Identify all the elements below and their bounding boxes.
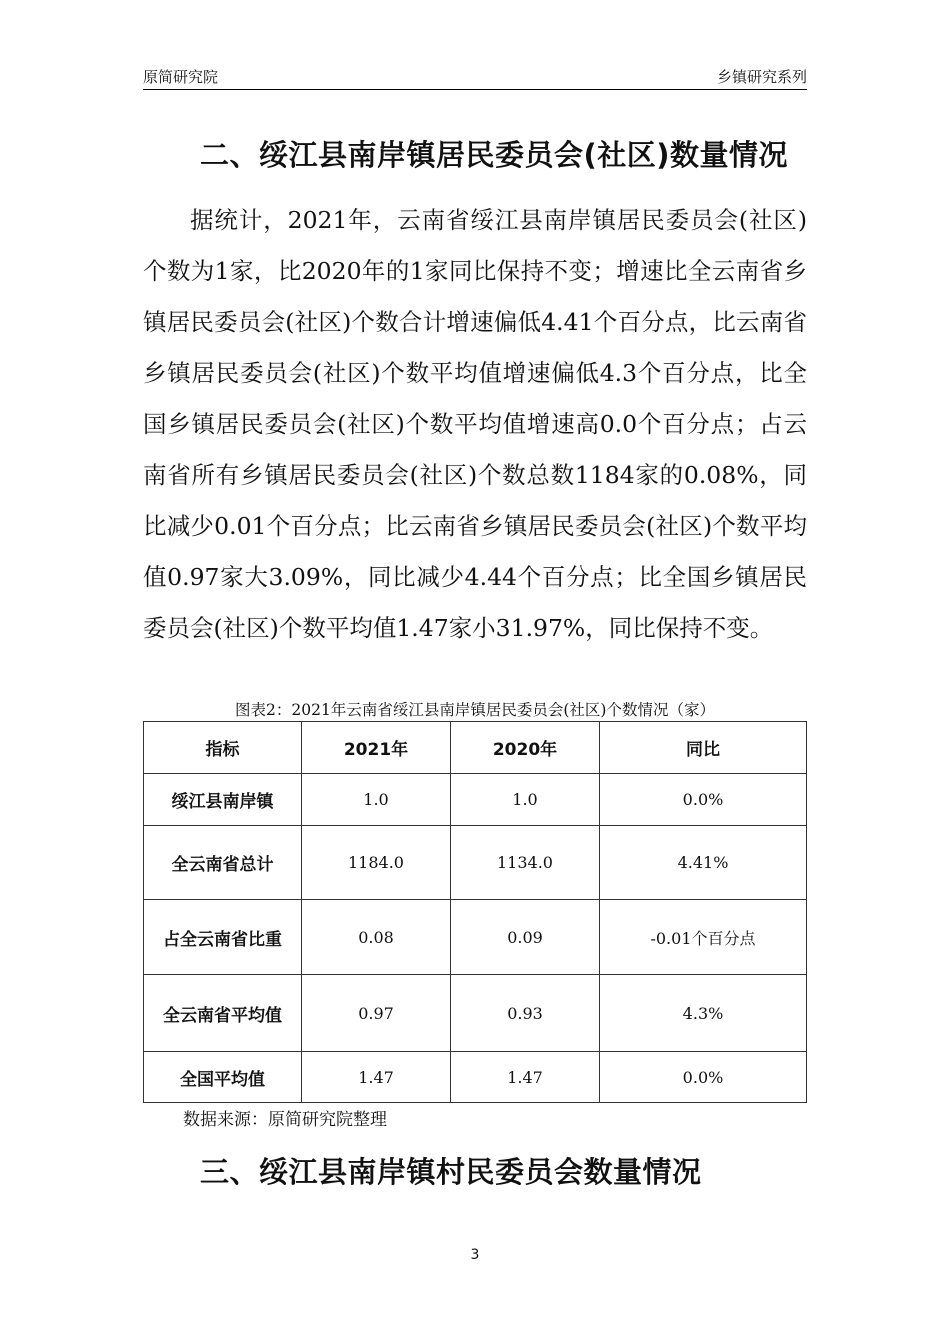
table-row xyxy=(144,826,807,900)
cell-yoy: 0.0% xyxy=(600,1052,807,1103)
data-table xyxy=(143,721,807,1103)
row-label: 全云南省平均值 xyxy=(144,975,302,1052)
cell-2020: 1.47 xyxy=(451,1052,600,1103)
row-label: 全国平均值 xyxy=(144,1052,302,1103)
cell-yoy: 4.3% xyxy=(600,975,807,1052)
cell-yoy: 4.41% xyxy=(600,826,807,900)
table-header-row xyxy=(144,722,807,774)
cell-2021: 1.47 xyxy=(302,1052,451,1103)
header-divider xyxy=(143,89,807,90)
cell-2020: 0.93 xyxy=(451,975,600,1052)
data-source-note: 数据来源：原简研究院整理 xyxy=(183,1110,387,1130)
cell-2021: 1184.0 xyxy=(302,826,451,900)
header-cell: 2021年 xyxy=(302,722,451,774)
header-right: 乡镇研究系列 xyxy=(716,68,807,86)
cell-yoy: -0.01个百分点 xyxy=(600,900,807,975)
cell-2021: 0.97 xyxy=(302,975,451,1052)
cell-2020: 1.0 xyxy=(451,774,600,826)
table-row xyxy=(144,900,807,975)
table-row xyxy=(144,975,807,1052)
cell-2020: 1134.0 xyxy=(451,826,600,900)
table-caption: 图表2：2021年云南省绥江县南岸镇居民委员会(社区)个数情况（家） xyxy=(235,701,715,719)
cell-yoy: 0.0% xyxy=(600,774,807,826)
section-2-title: 二、绥江县南岸镇居民委员会(社区)数量情况 xyxy=(200,138,789,172)
row-label: 绥江县南岸镇 xyxy=(144,774,302,826)
body-paragraph: 据统计，2021年，云南省绥江县南岸镇居民委员会(社区)个数为1家，比2020年的1家同比保持不变；增速比全云南省乡镇居民委员会(社区)个数合计增速偏低4.41个百分点，比云南省乡镇居民委员会(社区)个数平均值增速偏低4.3个百分点，比全国乡镇居民委员会(社区)个数平均值增速高0.0个百分点；占云南省所有乡镇居民委员会(社区)个数总数1184家的0.08%，同比减少0.01个百分点；比云南省乡镇居民委员会(社区)个数平均值0.97家大3.09%，同比减少4.44个百分点；比全国乡镇居民委员会(社区)个数平均值1.47家小31.97%，同比保持不变。 xyxy=(143,206,807,642)
row-label: 全云南省总计 xyxy=(144,826,302,900)
header-cell: 同比 xyxy=(600,722,807,774)
table-row xyxy=(144,774,807,826)
cell-2020: 0.09 xyxy=(451,900,600,975)
header-cell: 指标 xyxy=(144,722,302,774)
table-row xyxy=(144,1052,807,1103)
page-header xyxy=(143,66,807,90)
header-cell: 2020年 xyxy=(451,722,600,774)
header-left: 原简研究院 xyxy=(143,68,219,86)
cell-2021: 1.0 xyxy=(302,774,451,826)
section-3-title: 三、绥江县南岸镇村民委员会数量情况 xyxy=(200,1155,702,1189)
row-label: 占全云南省比重 xyxy=(144,900,302,975)
cell-2021: 0.08 xyxy=(302,900,451,975)
page-number: 3 xyxy=(470,1247,480,1263)
